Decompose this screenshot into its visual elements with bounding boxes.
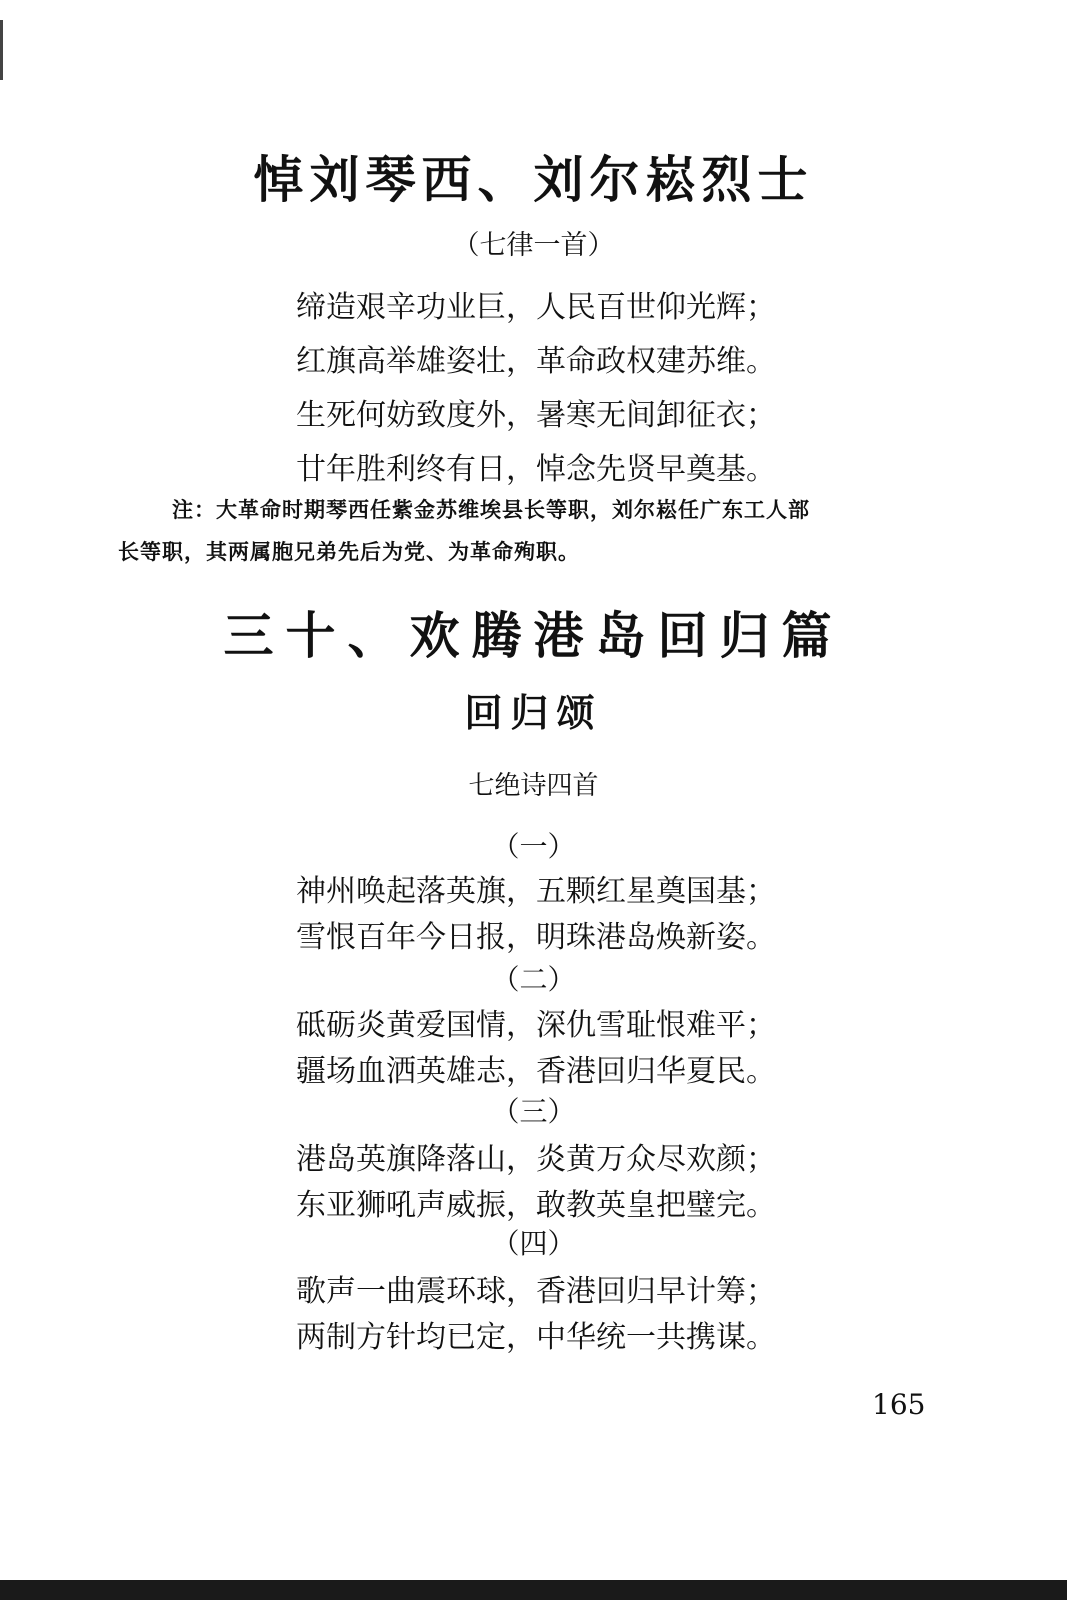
stanza-line: 雪恨百年今日报，明珠港岛焕新姿。	[296, 920, 776, 955]
poem1-line: 廿年胜利终有日，悼念先贤早奠基。	[296, 452, 776, 487]
scan-bottom-border	[0, 1580, 1067, 1600]
stanza-line: 东亚狮吼声威振，敢教英皇把璧完。	[296, 1188, 776, 1223]
poem2-title: 回归颂	[464, 690, 603, 735]
stanza-line: 歌声一曲震环球，香港回归早计筹；	[296, 1274, 776, 1309]
stanza-line: 神州唤起落英旗，五颗红星奠国基；	[296, 874, 776, 909]
poem1-line: 缔造艰辛功业巨，人民百世仰光辉；	[296, 290, 776, 325]
stanza-line: 两制方针均已定，中华统一共携谋。	[296, 1320, 776, 1355]
poem1-line: 红旗高举雄姿壮，革命政权建苏维。	[296, 344, 776, 379]
section-title: 三十、欢腾港岛回归篇	[223, 606, 844, 665]
poem2-subtitle: 七绝诗四首	[468, 771, 599, 801]
stanza-number: （四）	[491, 1227, 576, 1260]
stanza-number: （一）	[491, 830, 576, 863]
stanza-number: （二）	[491, 963, 576, 996]
poem-title: 悼刘琴西、刘尔崧烈士	[253, 150, 814, 209]
footnote-line: 长等职，其两属胞兄弟先后为党、为革命殉职。	[118, 539, 580, 564]
stanza-line: 疆场血洒英雄志，香港回归华夏民。	[296, 1054, 776, 1089]
stanza-number: （三）	[491, 1095, 576, 1128]
scan-edge-mark	[0, 20, 3, 80]
page-number: 165	[872, 1388, 926, 1421]
footnote-line: 注：大革命时期琴西任紫金苏维埃县长等职，刘尔崧任广东工人部	[172, 497, 810, 522]
poem1-line: 生死何妨致度外，暑寒无间卸征衣；	[296, 398, 776, 433]
stanza-line: 砥砺炎黄爱国情，深仇雪耻恨难平；	[296, 1008, 776, 1043]
stanza-line: 港岛英旗降落山，炎黄万众尽欢颜；	[296, 1142, 776, 1177]
poem-subtitle: （七律一首）	[452, 230, 615, 261]
